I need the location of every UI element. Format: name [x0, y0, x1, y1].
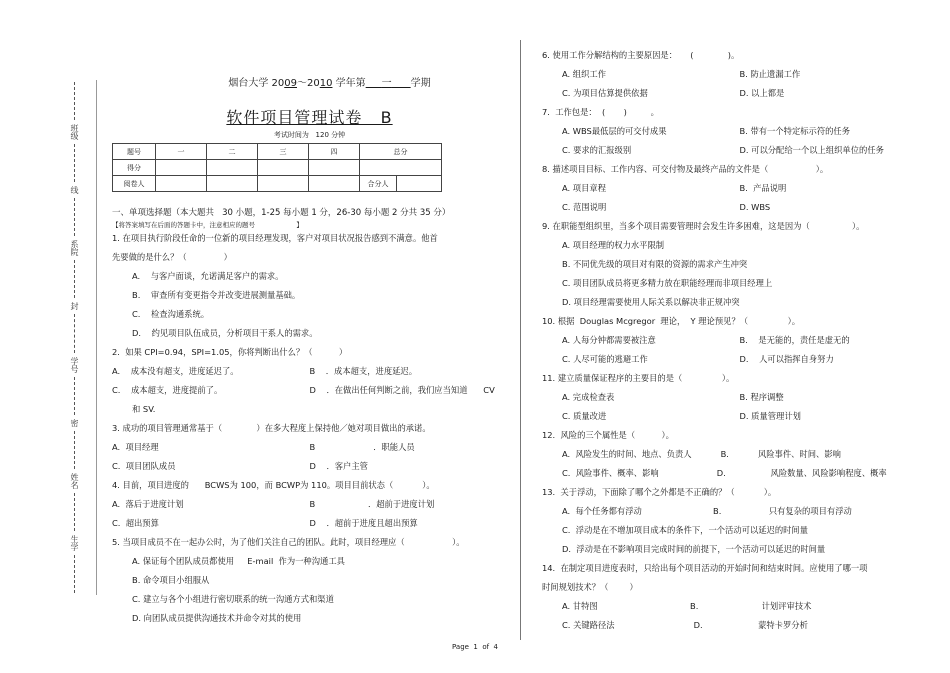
question-text: 14. 在制定项目进度表时，只给出每个项目活动的开始时间和结束时间。应使用了哪一项	[542, 563, 868, 573]
answer-option: C. 关键路径法 D. 蒙特卡罗分析	[562, 620, 808, 630]
binding-label: 生学	[70, 534, 79, 551]
option-row	[542, 84, 917, 103]
option-row	[112, 381, 507, 400]
grader-cell[interactable]	[397, 176, 442, 192]
answer-option: D ．在做出任何判断之前，我们应当知道 CV	[309, 385, 495, 395]
answer-option: D ．客户主管	[309, 461, 368, 471]
dashed-segment	[74, 198, 75, 236]
option-row	[112, 362, 507, 381]
answer-option: A. 完成检查表	[562, 392, 615, 402]
answer-option: C. 浮动是在不增加项目成本的条件下，一个活动可以延迟的时间量	[562, 525, 809, 535]
answer-option: C. 成本超支，进度提前了。	[112, 385, 223, 395]
score-cell[interactable]	[258, 160, 309, 176]
question-list-right	[542, 46, 917, 635]
answer-option: D. 以上都是	[739, 88, 785, 98]
binding-border	[96, 80, 97, 595]
answer-option: A. 风险发生的时间、地点、负责人 B. 风险事件、时间、影响	[562, 449, 841, 459]
question-text: 13. 关于浮动，下面除了哪个之外都是不正确的？（ ）。	[542, 487, 777, 497]
binding-label: 密	[70, 418, 79, 427]
score-header-label: 题号	[113, 144, 156, 160]
option-row	[542, 388, 917, 407]
score-cell[interactable]	[360, 160, 442, 176]
question-text: 11. 建立质量保证程序的主要目的是（ ）。	[542, 373, 735, 383]
question-text: 10. 根据 Douglas Mcgregor 理论， Y 理论预见？（ ）。	[542, 316, 801, 326]
answer-option: A. 项目经理的权力水平限制	[562, 240, 665, 250]
dashed-segment	[74, 555, 75, 593]
section-heading: 一、单项选择题（本大题共 30 小题，1-25 每小题 1 分，26-30 每小题 2 分共 35 分）	[112, 208, 451, 218]
answer-option: C. 范围说明	[562, 202, 607, 212]
dashed-segment	[74, 493, 75, 531]
answer-option: A. 成本没有超支，进度延迟了。	[112, 366, 239, 376]
score-cell[interactable]	[207, 160, 258, 176]
option-row	[542, 122, 917, 141]
dashed-segment	[74, 314, 75, 352]
binding-line	[66, 80, 82, 595]
option-row	[112, 514, 507, 533]
option-row	[542, 179, 917, 198]
score-cell[interactable]	[156, 160, 207, 176]
question-text: 3. 成功的项目管理通常基于（ ）在多大程度上保持他／她对项目做出的承诺。	[112, 423, 431, 433]
answer-option: D. 向团队成员提供沟通技术并命令对其的使用	[132, 613, 302, 623]
answer-option: D. WBS	[739, 202, 771, 212]
answer-option: C. 建立与各个小组进行密切联系的统一沟通方式和渠道	[132, 594, 334, 604]
answer-option: A. 每个任务都有浮动 B. 只有复杂的项目有浮动	[562, 506, 852, 516]
answer-option: B. 防止遗漏工作	[739, 69, 801, 79]
question-list-left	[112, 229, 507, 628]
dashed-segment	[74, 377, 75, 415]
answer-option: D. 浮动是在不影响项目完成时间的前提下，一个活动可以延迟的时间量	[562, 544, 826, 554]
dashed-segment	[74, 431, 75, 469]
answer-option: B. 产品说明	[739, 183, 787, 193]
dashed-segment	[74, 144, 75, 182]
answer-option: B. 程序调整	[739, 392, 784, 402]
answer-option: C. 为项目估算提供依据	[562, 88, 648, 98]
grader-cell[interactable]	[156, 176, 207, 192]
answer-option: A. 落后于进度计划	[112, 499, 184, 509]
page-title: 软件项目管理试卷 B	[226, 108, 393, 127]
answer-option: A. 项目经理	[112, 442, 159, 452]
right-column	[542, 46, 917, 635]
page-number: Page 1 of 4	[452, 643, 498, 651]
question-text: 9. 在职能型组织里，当多个项目需要管理时会发生许多困难，这是因为（ ）。	[542, 221, 865, 231]
answer-option: C. 超出预算	[112, 518, 159, 528]
score-cell[interactable]	[309, 160, 360, 176]
question-text: 2. 如果 CPI=0.94，SPI=1.05，你将判断出什么？（ ）	[112, 347, 348, 357]
answer-option: B. 命令项目小组服从	[132, 575, 210, 585]
answer-option: A. 项目章程	[562, 183, 606, 193]
answer-option: A. 人每分钟都需要被注意	[562, 335, 656, 345]
question-text: 8. 描述项目目标、工作内容、可交付物及最终产品的文件是（ ）。	[542, 164, 829, 174]
answer-option: D ．超前于进度且超出预算	[309, 518, 418, 528]
left-column	[112, 74, 507, 628]
option-row	[542, 331, 917, 350]
answer-option: A. 甘特图 B. 计划评审技术	[562, 601, 812, 611]
binding-label: 封	[70, 302, 79, 311]
option-row	[542, 350, 917, 369]
grader-cell[interactable]	[309, 176, 360, 192]
answer-option: B ．职能人员	[309, 442, 415, 452]
answer-option: C. 检查沟通系统。	[132, 309, 210, 319]
question-text: 6. 使用工作分解结构的主要原因是： ( )。	[542, 50, 740, 60]
answer-option: C. 要求的汇报级别	[562, 145, 632, 155]
answer-option: C. 人尽可能的逃避工作	[562, 354, 648, 364]
binding-label: 学号	[70, 356, 79, 373]
answer-option: A. 保证每个团队成员都使用 E-mail 作为一种沟通工具	[132, 556, 345, 566]
answer-option: D. 可以分配给一个以上组织单位的任务	[739, 145, 884, 155]
question-text: 时间规划技术？（ ）	[542, 582, 638, 592]
option-row	[112, 438, 507, 457]
answer-option: C. 质量改进	[562, 411, 607, 421]
question-text: 7. 工作包是： ( ) 。	[542, 107, 659, 117]
answer-option: C. 风险事件、概率、影响 D. 风险数量、风险影响程度、概率	[562, 468, 887, 478]
score-table: 题号 一 二 三 四 总分 得分 阅卷人 合分人	[112, 143, 442, 192]
answer-option: B. 带有一个特定标示符的任务	[739, 126, 851, 136]
question-text: 4. 目前，项目进度的 BCWS为 100，而 BCWP为 110。项目目前状态（ ）。	[112, 480, 435, 490]
answer-option: B ．成本超支，进度延迟。	[309, 366, 418, 376]
answer-option: D. 约见项目队伍成员，分析项目干系人的需求。	[132, 328, 318, 338]
option-row	[112, 457, 507, 476]
answer-option: C. 项目团队成员将更多精力放在职能经理而非项目经理上	[562, 278, 773, 288]
question-text: 12. 风险的三个属性是（ ）。	[542, 430, 674, 440]
binding-label: 系院	[70, 240, 79, 257]
option-row	[112, 495, 507, 514]
binding-label: 线	[70, 186, 79, 195]
answer-option: 和 SV.	[132, 404, 156, 414]
binding-label: 姓名	[70, 472, 79, 489]
answer-option: A. 与客户面谈，允诺满足客户的需求。	[132, 271, 284, 281]
answer-option: C. 项目团队成员	[112, 461, 176, 471]
question-text: 5. 当项目成员不在一起办公时，为了他们关注自己的团队。此时，项目经理应（ ）。	[112, 537, 465, 547]
exam-header: 烟台大学 2009～2010 学年第 一 学期	[228, 78, 431, 89]
dashed-segment	[74, 260, 75, 298]
option-row	[542, 198, 917, 217]
answer-option: D. 项目经理需要使用人际关系以解决非正规冲突	[562, 297, 740, 307]
dashed-segment	[74, 82, 75, 120]
answer-option: B. 审查所有变更指令并改变进展测量基础。	[132, 290, 301, 300]
answer-option: D. 人可以指挥自身努力	[739, 354, 834, 364]
column-divider	[520, 40, 521, 640]
option-row	[542, 141, 917, 160]
answer-option: B. 不同优先级的项目对有限的资源的需求产生冲突	[562, 259, 748, 269]
exam-duration: 考试时间为 120 分钟	[273, 131, 346, 139]
section-note: 【将答案填写在后面的答题卡中，注意相应的题号 】	[112, 221, 303, 229]
question-text: 1. 在项目执行阶段任命的一位新的项目经理发现，客户对项目状况报告感到不满意。他首	[112, 233, 438, 243]
option-row	[542, 65, 917, 84]
answer-option: B ．超前于进度计划	[309, 499, 435, 509]
option-row	[542, 407, 917, 426]
question-text: 先要做的是什么？（ ）	[112, 252, 232, 262]
answer-option: A. WBS最低层的可交付成果	[562, 126, 667, 136]
binding-label: 班级	[70, 124, 79, 141]
grader-cell[interactable]	[258, 176, 309, 192]
answer-option: B. 是无能的，责任是虚无的	[739, 335, 850, 345]
answer-option: A. 组织工作	[562, 69, 606, 79]
answer-option: D. 质量管理计划	[739, 411, 801, 421]
grader-cell[interactable]	[207, 176, 258, 192]
